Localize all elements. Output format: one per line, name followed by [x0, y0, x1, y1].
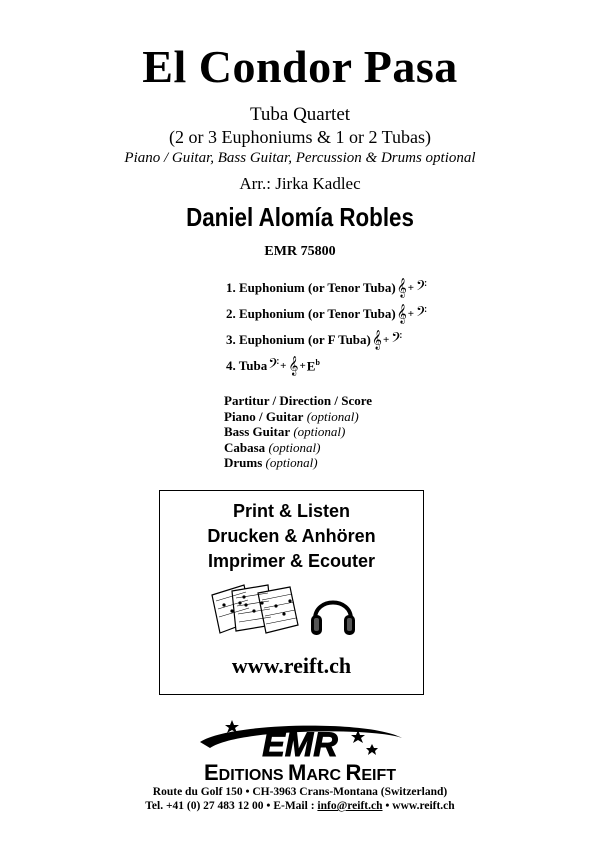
- extra-part-name: Drums: [224, 455, 263, 470]
- treble-clef-icon: 𝄞: [371, 330, 382, 350]
- extra-part-item: [224, 409, 372, 425]
- sheet-music-icon: [210, 581, 300, 641]
- treble-clef-icon: 𝄞: [288, 356, 299, 376]
- promo-line-english: Print & Listen: [232, 501, 350, 521]
- phone-label: Tel. +41 (0) 27 483 12 00 • E-Mail :: [145, 800, 318, 812]
- part-item: [226, 327, 427, 353]
- arranger-credit: Arr.: Jirka Kadlec: [239, 174, 361, 193]
- treble-clef-icon: 𝄞: [396, 304, 407, 324]
- bass-clef-icon: 𝄢: [268, 356, 280, 376]
- part-label: 3. Euphonium (or F Tuba): [226, 332, 371, 347]
- plus-sign: +: [280, 360, 287, 372]
- extra-part-name: Cabasa: [224, 439, 266, 455]
- optional-note: (optional): [293, 424, 346, 439]
- composer-name: Daniel Alomía Robles: [186, 202, 414, 232]
- promo-website-link[interactable]: www.reift.ch: [231, 653, 352, 678]
- score-title: El Condor Pasa: [142, 41, 458, 92]
- bass-clef-icon: 𝄢: [416, 278, 427, 298]
- catalog-number: EMR 75800: [264, 244, 336, 259]
- extra-part-name: Piano / Guitar: [224, 408, 304, 424]
- parts-list: [226, 275, 427, 379]
- part-item: [226, 301, 427, 327]
- extra-part-item: [224, 393, 372, 409]
- plus-sign: +: [407, 282, 415, 294]
- score-subtitle: Tuba Quartet: [249, 104, 351, 125]
- publisher-name: EDITIONS MARC REIFT: [203, 760, 397, 785]
- promo-line-french: Imprimer & Ecouter: [207, 551, 376, 571]
- extra-part-item: [224, 424, 372, 440]
- logo-mark-text: EMR: [262, 726, 338, 764]
- optional-note: (optional): [306, 408, 359, 424]
- part-label: 2. Euphonium (or Tenor Tuba): [226, 306, 396, 321]
- extra-part-item: [224, 455, 372, 471]
- extra-part-name: Partitur / Direction / Score: [224, 393, 373, 408]
- instrumentation-line: (2 or 3 Euphoniums & 1 or 2 Tubas): [168, 127, 431, 147]
- website-text: • www.reift.ch: [382, 800, 455, 812]
- emr-publisher-logo: [140, 714, 460, 786]
- extra-parts-list: [224, 393, 372, 471]
- part-item: [226, 353, 427, 379]
- part-item: [226, 275, 427, 301]
- publisher-address: Route du Golf 150 • CH-3963 Crans-Montana (Switzerland): [152, 786, 448, 798]
- plus-sign: +: [299, 360, 306, 372]
- treble-clef-icon: 𝄞: [396, 278, 407, 298]
- extra-part-item: [224, 440, 372, 456]
- email-link[interactable]: info@reift.ch: [317, 800, 383, 812]
- plus-sign: +: [407, 308, 415, 320]
- publisher-contact: [0, 800, 600, 812]
- extra-part-name: Bass Guitar: [224, 424, 291, 439]
- e-flat-label: $E^b$: [306, 357, 320, 374]
- optional-instruments-line: Piano / Guitar, Bass Guitar, Percussion & Drums optional: [124, 150, 476, 166]
- promo-line-german: Drucken & Anhören: [207, 526, 376, 546]
- bass-clef-icon: 𝄢: [416, 304, 427, 324]
- part-label: 1. Euphonium (or Tenor Tuba): [226, 280, 396, 295]
- optional-note: (optional): [265, 455, 318, 470]
- optional-note: (optional): [268, 439, 321, 455]
- print-listen-promo-box: [159, 490, 424, 695]
- headphones-icon: [308, 587, 358, 639]
- part-label: 4. Tuba: [226, 358, 268, 373]
- bass-clef-icon: 𝄢: [391, 330, 403, 350]
- plus-sign: +: [382, 334, 390, 346]
